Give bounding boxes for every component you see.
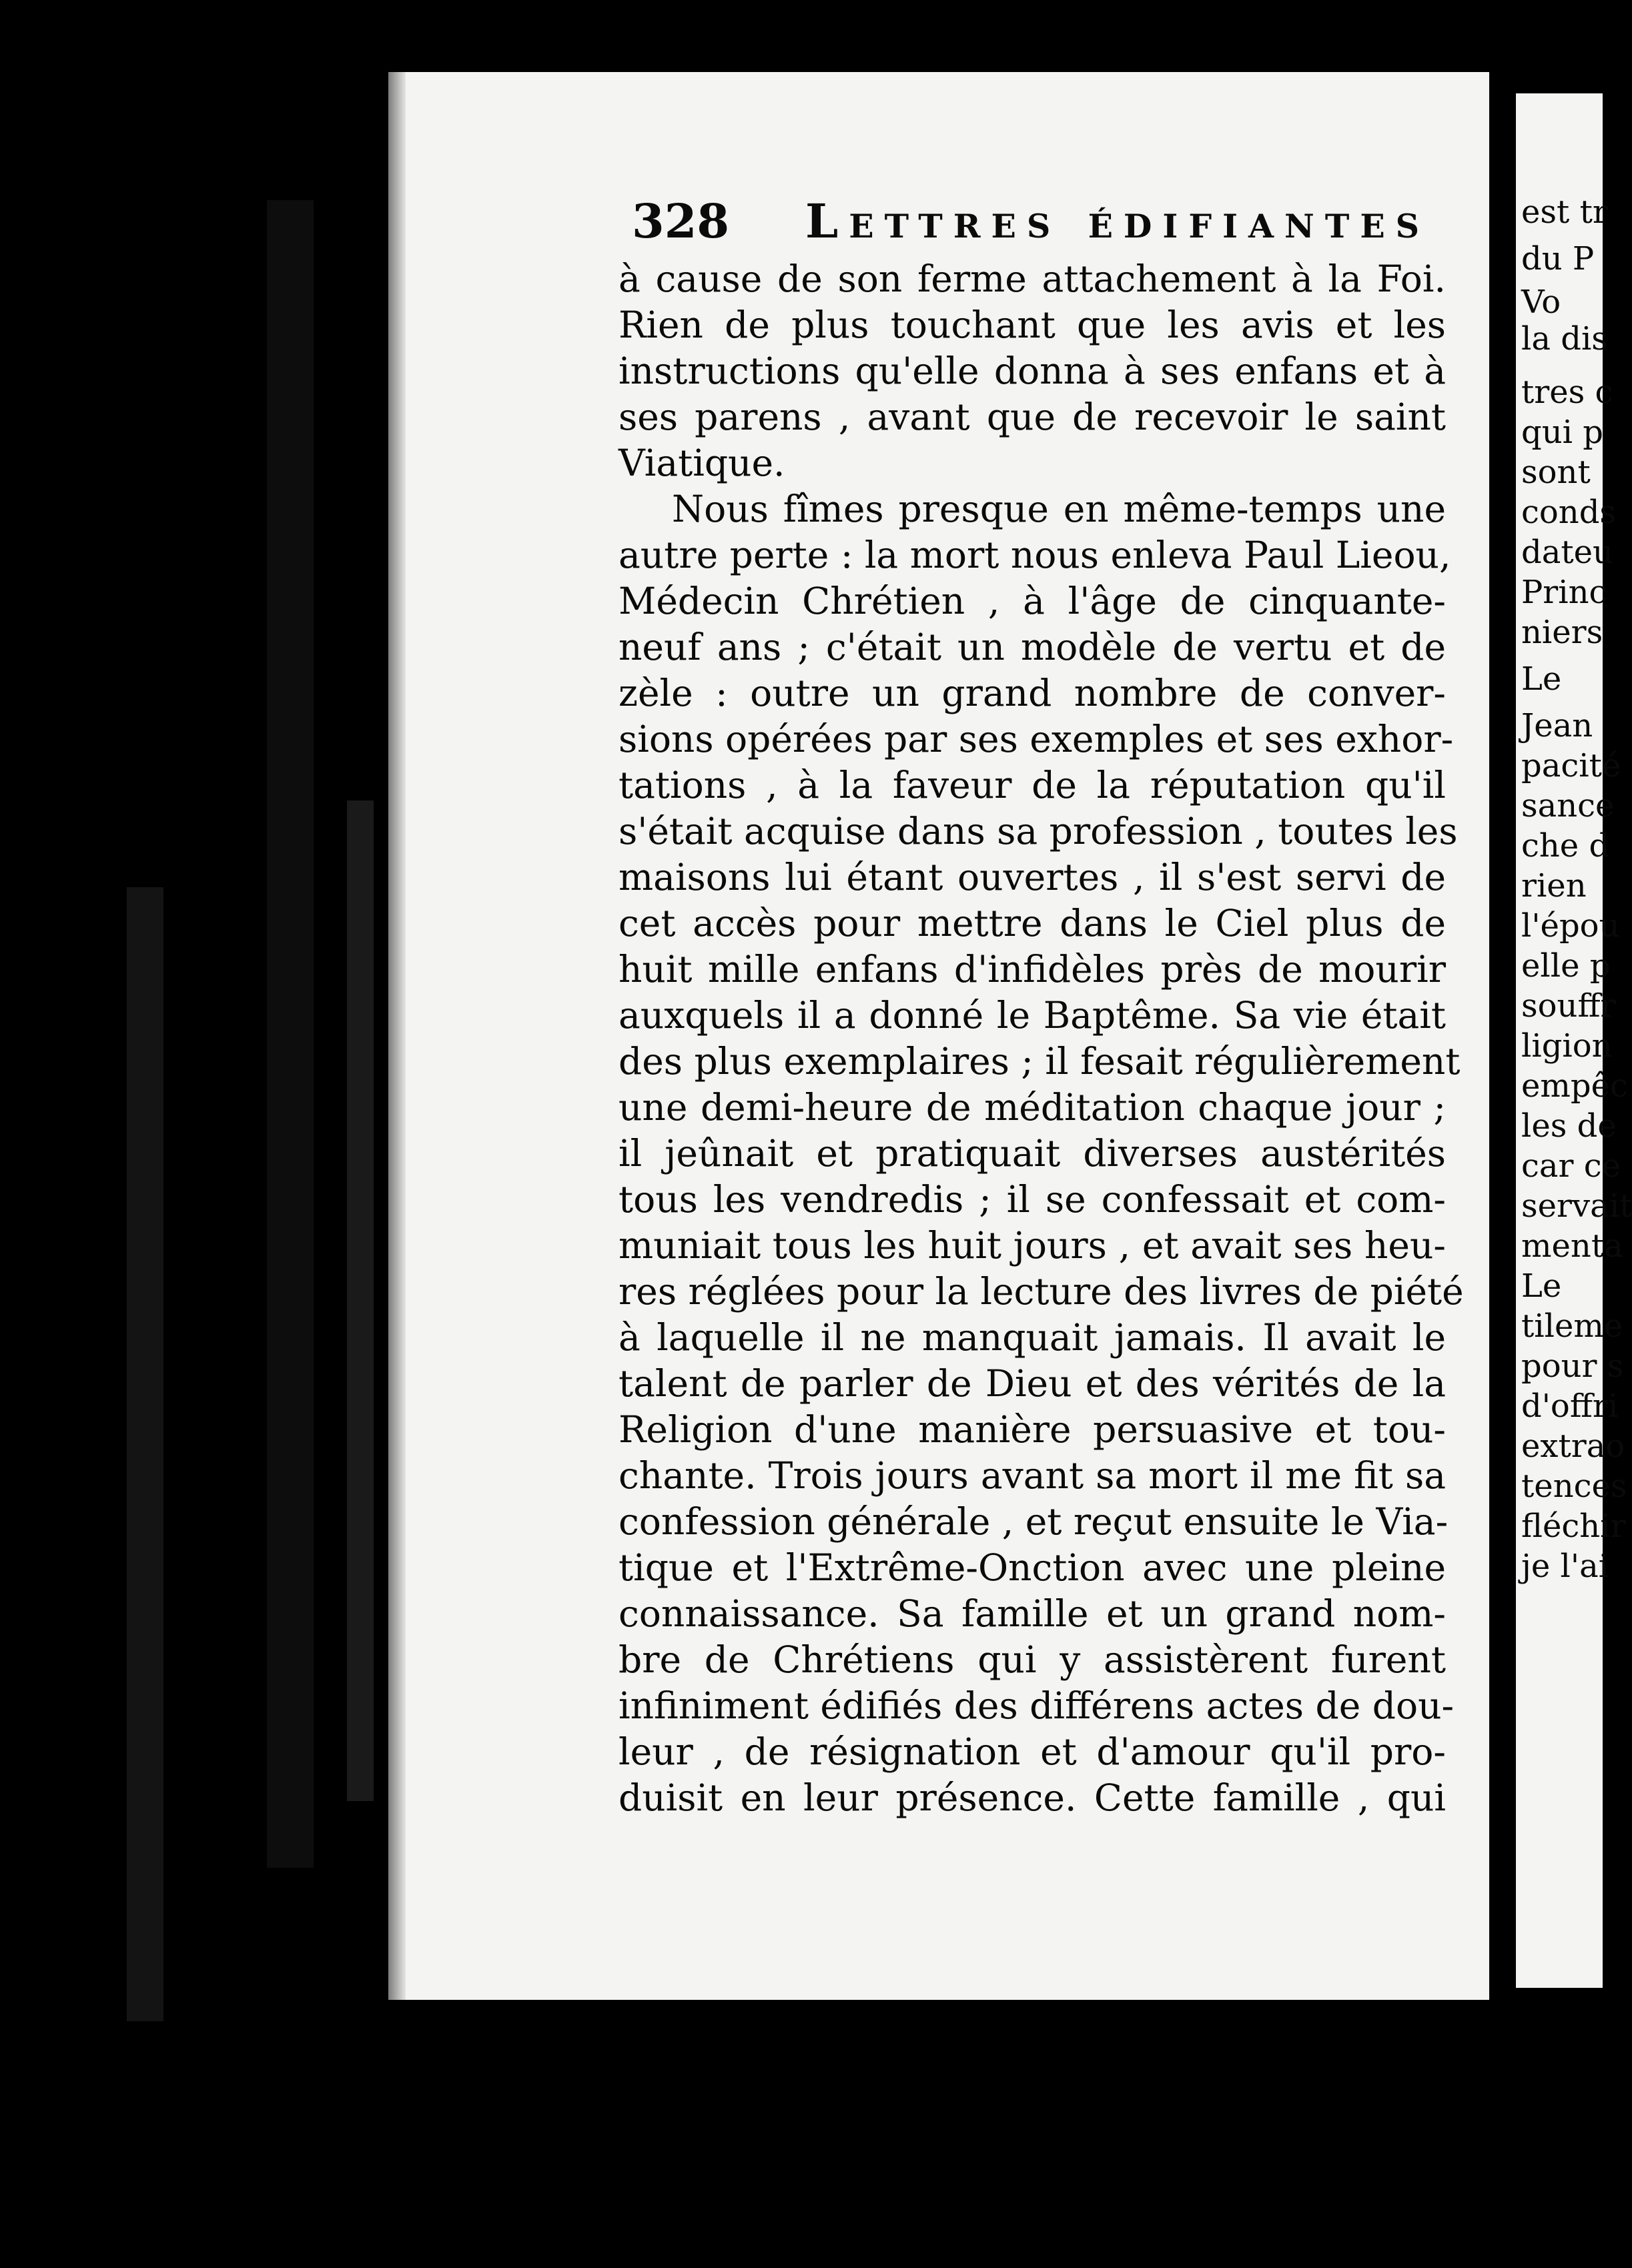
facing-page-line: pacité xyxy=(1521,747,1621,784)
text-line: res réglées pour la lecture des livres de piété xyxy=(619,1270,1464,1313)
facing-page-line: Le xyxy=(1521,1267,1562,1305)
facing-page-fragment xyxy=(1516,93,1632,1988)
facing-page-line: l'épou xyxy=(1521,907,1620,945)
text-line: ses parens , avant que de recevoir le saint xyxy=(619,396,1446,438)
text-line: Religion d'une manière persuasive et tou- xyxy=(619,1408,1446,1451)
facing-page-line: extrao xyxy=(1521,1428,1625,1465)
facing-page-line: niers xyxy=(1521,614,1603,651)
text-line: il jeûnait et pratiquait diverses austérités xyxy=(619,1132,1446,1175)
facing-page-line: sont xyxy=(1521,454,1591,491)
body-text xyxy=(619,256,1464,1821)
text-line: à laquelle il ne manquait jamais. Il avait le xyxy=(619,1316,1446,1359)
facing-page-line: sance xyxy=(1521,787,1615,824)
facing-page-line: souffr xyxy=(1521,987,1616,1025)
facing-page-line: conds xyxy=(1521,494,1617,531)
facing-page-line: qui p xyxy=(1521,414,1603,451)
facing-page-line: menta xyxy=(1521,1227,1623,1265)
text-line: Nous fîmes presque en même-temps une xyxy=(672,488,1446,530)
facing-page-line: fléchir xyxy=(1521,1508,1626,1545)
text-line: autre perte : la mort nous enleva Paul Lieou, xyxy=(619,534,1451,576)
text-line: Viatique. xyxy=(619,442,785,484)
facing-page-line: les de xyxy=(1521,1107,1617,1145)
page-number: 328 xyxy=(632,193,730,249)
text-line: s'était acquise dans sa profession , toutes les xyxy=(619,810,1458,853)
text-line: instructions qu'elle donna à ses enfans et à xyxy=(619,350,1446,392)
text-line: cet accès pour mettre dans le Ciel plus de xyxy=(619,902,1446,945)
page-gutter-shadow xyxy=(388,72,406,2000)
facing-page-line: Princ xyxy=(1521,574,1607,611)
text-line: duisit en leur présence. Cette famille , qui xyxy=(619,1776,1446,1819)
facing-page-line: elle p xyxy=(1521,947,1611,985)
facing-page-line: rien xyxy=(1521,867,1587,905)
facing-page-line: Vo xyxy=(1521,284,1561,321)
facing-page-line: tences xyxy=(1521,1468,1627,1505)
text-line: neuf ans ; c'était un modèle de vertu et de xyxy=(619,626,1446,668)
text-line: tous les vendredis ; il se confessait et com- xyxy=(619,1178,1446,1221)
text-line: huit mille enfans d'infidèles près de mourir xyxy=(619,948,1446,991)
text-line: tations , à la faveur de la réputation qu'il xyxy=(619,764,1446,806)
text-line: tique et l'Extrême-Onction avec une pleine xyxy=(619,1546,1446,1589)
facing-page-line: empêc xyxy=(1521,1067,1628,1105)
text-line: des plus exemplaires ; il fesait régulièrement xyxy=(619,1040,1461,1083)
text-line: talent de parler de Dieu et des vérités de la xyxy=(619,1362,1446,1405)
facing-page-line: che d xyxy=(1521,827,1610,865)
facing-page-line: ligion xyxy=(1521,1027,1613,1065)
facing-page-line: est tr xyxy=(1521,193,1608,231)
running-header xyxy=(632,193,1443,247)
text-line: infiniment édifiés des différens actes de dou- xyxy=(619,1684,1455,1727)
text-line: muniait tous les huit jours , et avait ses heu- xyxy=(619,1224,1446,1267)
facing-page-line: tres c xyxy=(1521,374,1613,411)
text-line: zèle : outre un grand nombre de conver- xyxy=(619,672,1446,714)
facing-page-line: je l'ai xyxy=(1521,1548,1609,1585)
text-line: connaissance. Sa famille et un grand nom- xyxy=(619,1592,1446,1635)
text-line: confession générale , et reçut ensuite le Via- xyxy=(619,1500,1449,1543)
text-line: maisons lui étant ouvertes , il s'est servi de xyxy=(619,856,1446,899)
text-line: à cause de son ferme attachement à la Foi. xyxy=(619,257,1446,300)
facing-page-line: dateu xyxy=(1521,534,1613,571)
text-line: bre de Chrétiens qui y assistèrent furent xyxy=(619,1638,1446,1681)
text-line: leur , de résignation et d'amour qu'il pro- xyxy=(619,1730,1446,1773)
facing-page-line: pour s xyxy=(1521,1347,1624,1385)
running-title: Lettres édifiantes xyxy=(805,193,1431,249)
facing-page-line: la dis xyxy=(1521,320,1608,358)
facing-page-line: d'offri xyxy=(1521,1387,1619,1425)
text-line: sions opérées par ses exemples et ses exhor- xyxy=(619,718,1454,760)
text-line: chante. Trois jours avant sa mort il me fit sa xyxy=(619,1454,1446,1497)
facing-page-line: tileme xyxy=(1521,1307,1623,1345)
facing-page-line: Jean xyxy=(1521,707,1593,744)
text-line: une demi-heure de méditation chaque jour ; xyxy=(619,1086,1446,1129)
text-line: Médecin Chrétien , à l'âge de cinquante- xyxy=(619,580,1446,622)
facing-page-line: car ce xyxy=(1521,1147,1621,1185)
facing-page-line: servait xyxy=(1521,1187,1632,1225)
text-line: Rien de plus touchant que les avis et les xyxy=(619,304,1446,346)
facing-page-line: du P xyxy=(1521,240,1595,277)
text-line: auxquels il a donné le Baptême. Sa vie était xyxy=(619,994,1446,1037)
facing-page-line: Le xyxy=(1521,660,1562,698)
